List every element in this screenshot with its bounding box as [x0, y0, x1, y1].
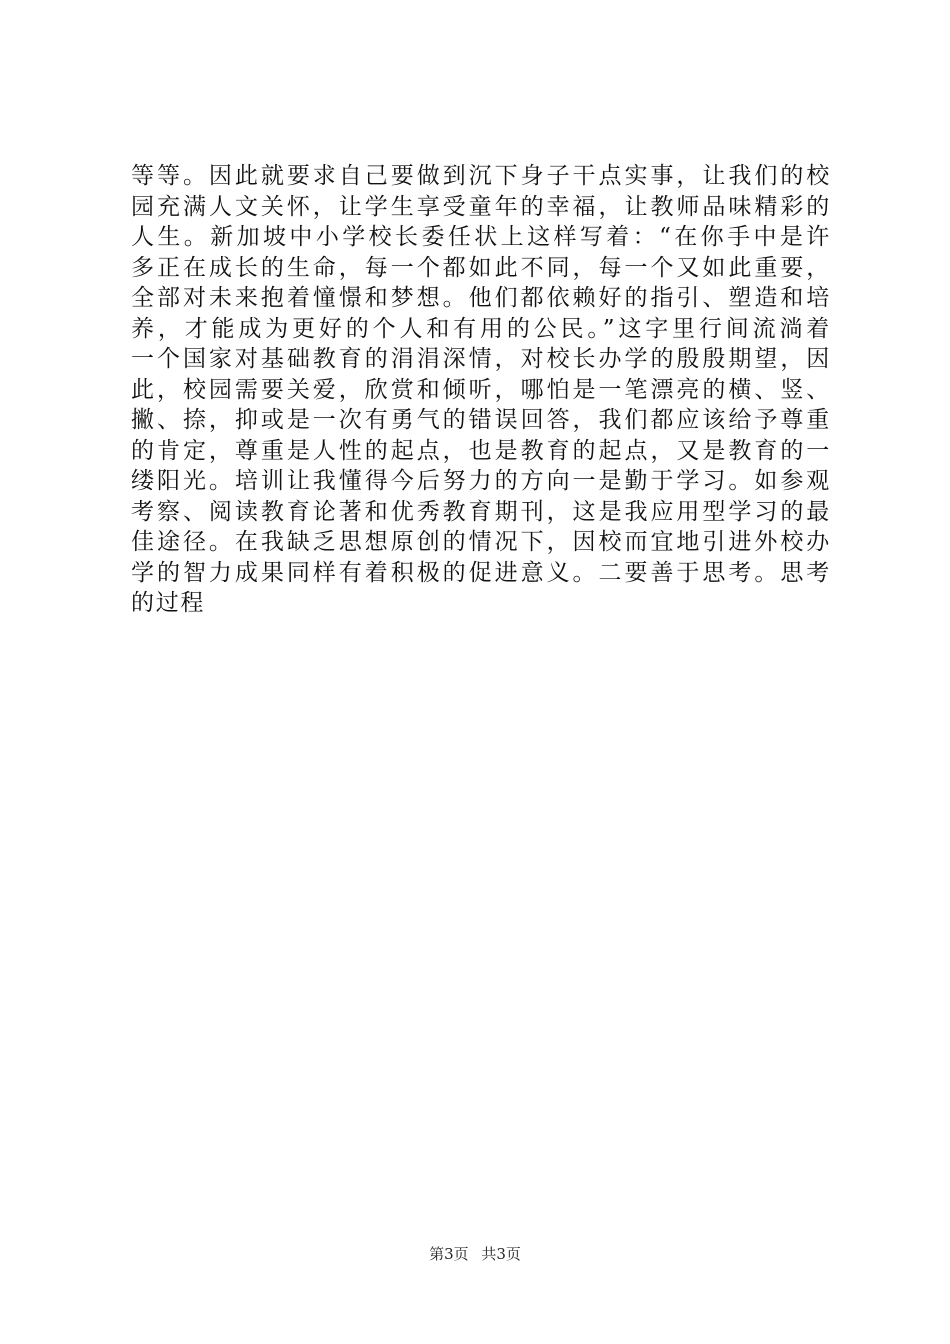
paragraph-line: 学的智力成果同样有着积极的促进意义。二要善于思考。思考	[131, 559, 831, 586]
paragraph-line: 此，校园需要关爱，欣赏和倾听，哪怕是一笔漂亮的横、竖、	[131, 376, 831, 403]
paragraph-line: 撇、捺，抑或是一次有勇气的错误回答，我们都应该给予尊重	[131, 407, 831, 433]
paragraph-line: 一个国家对基础教育的涓涓深情，对校长办学的殷殷期望，因	[131, 346, 831, 372]
paragraph-line: 园充满人文关怀，让学生享受童年的幸福，让教师品味精彩的	[131, 193, 831, 220]
page-number: 第3页	[429, 1245, 469, 1263]
body-paragraph	[131, 161, 831, 619]
paragraph-line: 多正在成长的生命，每一个都如此不同，每一个又如此重要，	[131, 254, 831, 281]
paragraph-line: 等等。因此就要求自己要做到沉下身子干点实事，让我们的校	[131, 163, 831, 189]
paragraph-line: 缕阳光。培训让我懂得今后努力的方向一是勤于学习。如参观	[131, 468, 831, 494]
paragraph-line-last: 的过程	[131, 590, 206, 616]
paragraph-line: 人生。新加坡中小学校长委任状上这样写着：“在你手中是许	[131, 224, 831, 250]
paragraph-line: 佳途径。在我缺乏思想原创的情况下，因校而宜地引进外校办	[131, 529, 831, 555]
paragraph-line: 全部对未来抱着憧憬和梦想。他们都依赖好的指引、塑造和培	[131, 285, 831, 311]
page-footer	[0, 1244, 950, 1264]
paragraph-line: 考察、阅读教育论著和优秀教育期刊，这是我应用型学习的最	[131, 498, 831, 525]
paragraph-line: 的肯定，尊重是人性的起点，也是教育的起点，又是教育的一	[131, 437, 831, 464]
paragraph-line: 养，才能成为更好的个人和有用的公民。”这字里行间流淌着	[131, 315, 831, 342]
page-total: 共3页	[481, 1245, 521, 1263]
